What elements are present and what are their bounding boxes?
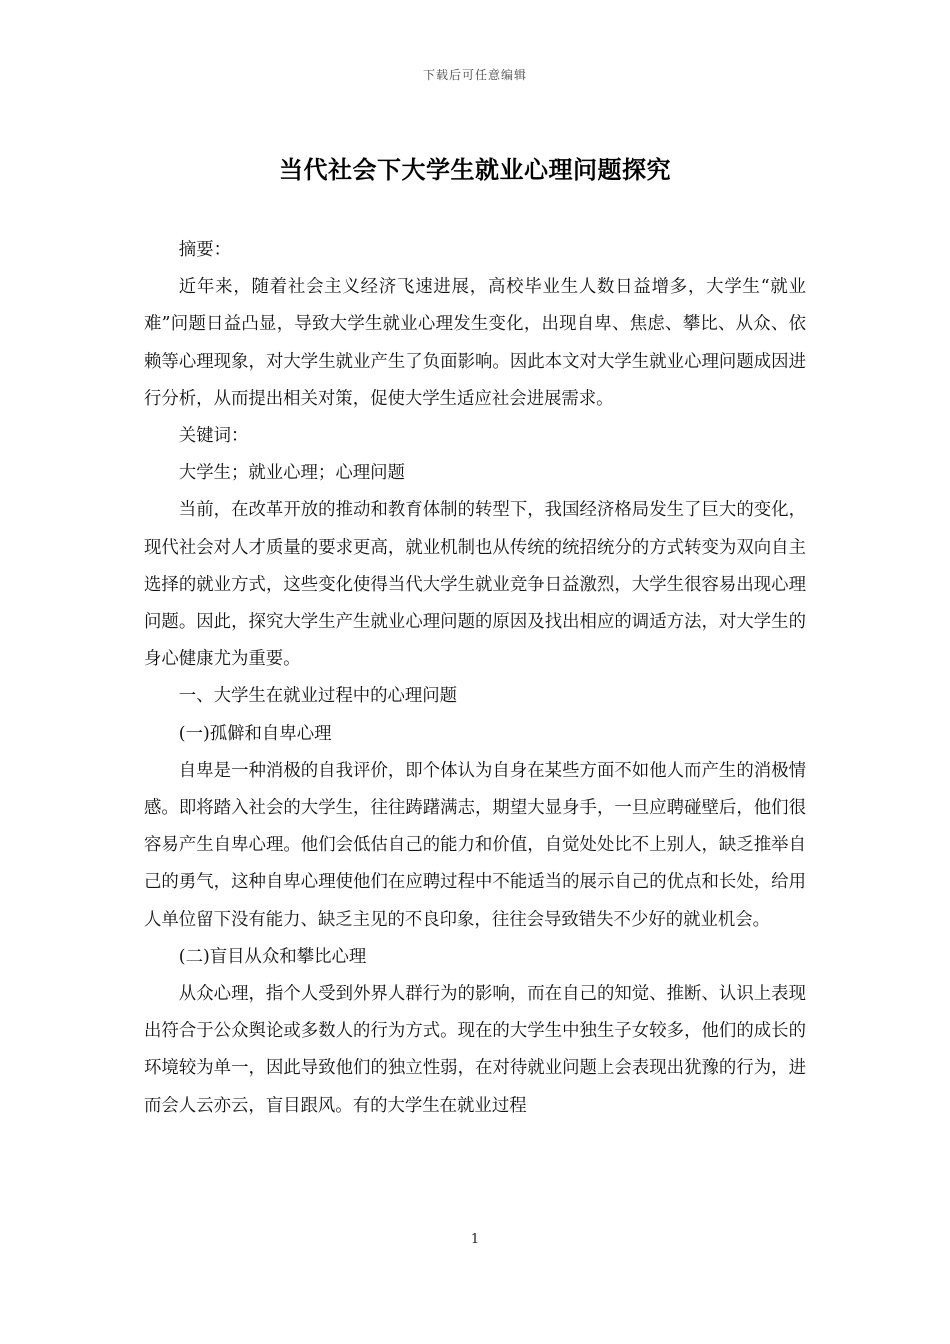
document-title: 当代社会下大学生就业心理问题探究 (279, 155, 671, 184)
intro-paragraph: 当前，在改革开放的推动和教育体制的转型下，我国经济格局发生了巨大的变化，现代社会对人才质量的要求更高，就业机制也从传统的统招统分的方式转变为双向自主选择的就业方式，这些变化使得当代大学生就业竞争日益激烈，大学生很容易出现心理问题。因此，探究大学生产生就业心理问题的原因及找出相应的调适方法，对大学生的身心健康尤为重要。 (144, 500, 806, 670)
subsection-paragraph: 自卑是一种消极的自我评价，即个体认为自身在某些方面不如他人而产生的消极情感。即将踏入社会的大学生，往往踌躇满志，期望大显身手，一旦应聘碰壁后，他们很容易产生自卑心理。他们会低估自己的能力和价值，自觉处处比不上别人，缺乏推举自己的勇气，这种自卑心理使他们在应聘过程中不能适当的展示自己的优点和长处，给用人单位留下没有能力、缺乏主见的不良印象，往往会导致错失不少好的就业机会。 (144, 760, 806, 930)
subsection-heading: (二)盲目从众和攀比心理 (178, 946, 367, 967)
abstract-paragraph: 近年来，随着社会主义经济飞速进展，高校毕业生人数日益增多，大学生“就业难”问题日益凸显，导致大学生就业心理发生变化，出现自卑、焦虑、攀比、从众、依赖等心理现象，对大学生就业产生了负面影响。因此本文对大学生就业心理问题成因进行分析，从而提出相关对策，促使大学生适应社会进展需求。 (144, 277, 806, 409)
section-heading: 一、大学生在就业过程中的心理问题 (178, 686, 458, 707)
page-number: 1 (470, 1232, 480, 1247)
abstract-label: 摘要： (178, 240, 231, 260)
subsection-heading: (一)孤僻和自卑心理 (178, 723, 332, 744)
keywords-label: 关键词： (178, 426, 249, 447)
keywords-paragraph: 大学生；就业心理；心理问题 (178, 463, 405, 484)
document-body (144, 232, 806, 1125)
subsection-paragraph: 从众心理，指个人受到外界人群行为的影响，而在自己的知觉、推断、认识上表现出符合于公众舆论或多数人的行为方式。现在的大学生中独生子女较多，他们的成长的环境较为单一，因此导致他们的独立性弱，在对待就业问题上会表现出犹豫的行为，进而会人云亦云，盲目跟风。有的大学生在就业过程 (144, 984, 806, 1116)
header-note: 下载后可任意编辑 (422, 68, 527, 82)
